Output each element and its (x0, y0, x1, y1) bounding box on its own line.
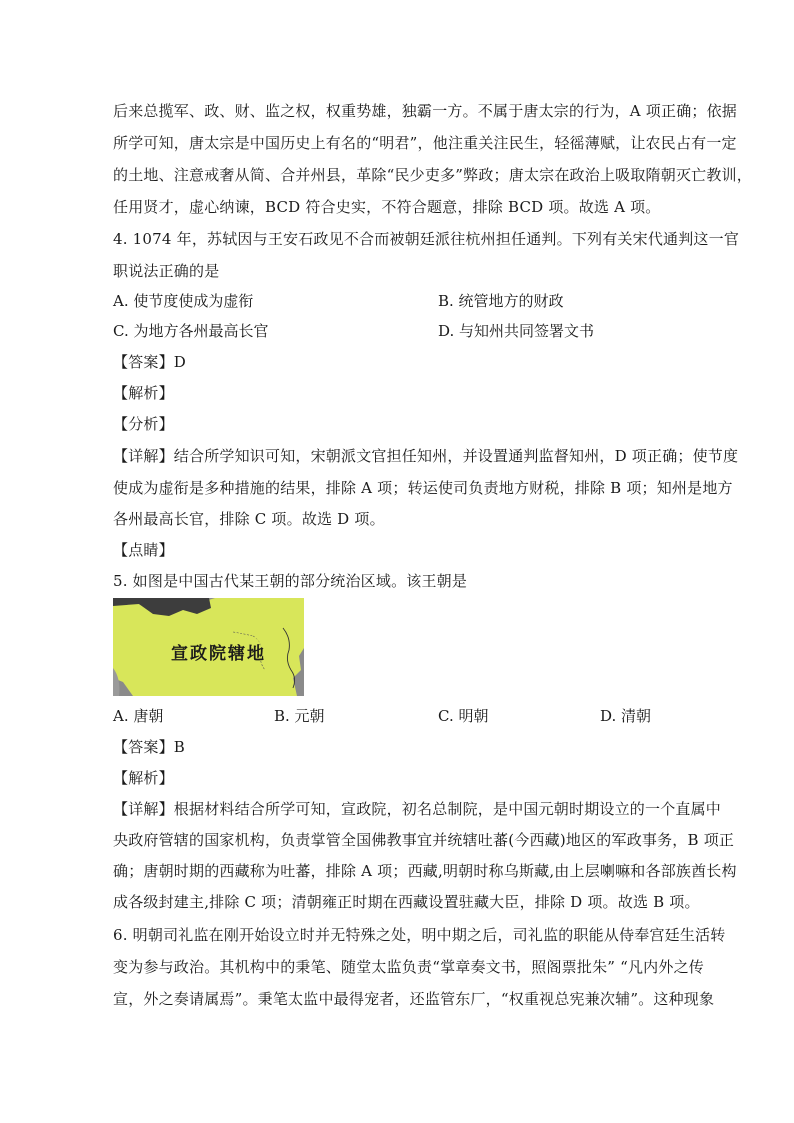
question-4-stem-cont: 职说法正确的是 (113, 262, 220, 280)
q4-fenxi-heading: 【分析】 (113, 415, 174, 433)
q5-detail-line: 央政府管辖的国家机构，负责掌管全国佛教事宜并统辖吐蕃(今西藏)地区的军政事务，B 项正 (113, 831, 735, 849)
question-6-stem: 宣，外之奏请属焉”。秉笔太监中最得宠者，还监管东厂，“权重视总宪兼次辅”。这种现象 (113, 990, 715, 1008)
question-4-stem: 4. 1074 年，苏轼因与王安石政见不合而被朝廷派往杭州担任通判。下列有关宋代通判这一官 (113, 230, 740, 248)
map-region-label: 宣政院辖地 (171, 644, 266, 664)
q4-option-d: D. 与知州共同签署文书 (438, 322, 595, 340)
q4-dianjing-heading: 【点睛】 (113, 541, 174, 559)
paragraph-line: 任用贤才，虚心纳谏，BCD 符合史实，不符合题意，排除 BCD 项。故选 A 项。 (113, 198, 661, 216)
question-5-stem: 5. 如图是中国古代某王朝的部分统治区域。该王朝是 (113, 572, 468, 590)
paragraph-line: 所学可知，唐太宗是中国历史上有名的“明君”，他注重关注民生，轻徭薄赋，让农民占有一定 (113, 134, 737, 152)
q5-analysis-heading: 【解析】 (113, 769, 174, 787)
q5-option-c: C. 明朝 (438, 707, 489, 725)
q4-detail-line: 各州最高长官，排除 C 项。故选 D 项。 (113, 510, 385, 528)
q5-detail-line: 成各级封建主,排除 C 项；清朝雍正时期在西藏设置驻藏大臣，排除 D 项。故选 B 项。 (113, 893, 700, 911)
q4-option-b: B. 统管地方的财政 (438, 292, 564, 310)
q5-answer: 【答案】B (113, 738, 186, 756)
paragraph-line: 后来总揽军、政、财、监之权，权重势雄，独霸一方。不属于唐太宗的行为，A 项正确；依据 (113, 102, 738, 120)
q5-detail-line: 【详解】根据材料结合所学可知，宣政院，初名总制院，是中国元朝时期设立的一个直属中 (113, 800, 722, 818)
q4-option-c: C. 为地方各州最高长官 (113, 322, 269, 340)
paragraph-line: 的土地、注意戒奢从简、合并州县，革除“民少吏多”弊政；唐太宗在政治上吸取隋朝灭亡教训， (113, 166, 752, 184)
question-6-stem: 变为参与政治。其机构中的秉笔、随堂太监负责“掌章奏文书，照阁票批朱” “凡内外之传 (113, 958, 704, 976)
q5-detail-line: 确；唐朝时期的西藏称为吐蕃，排除 A 项；西藏,明朝时称乌斯藏,由上层喇嘛和各部族酋长构 (113, 862, 737, 880)
xuanzhengyuan-map (113, 598, 304, 696)
q4-detail-line: 【详解】结合所学知识可知，宋朝派文官担任知州，并设置通判监督知州，D 项正确；使节度 (113, 447, 739, 465)
q4-detail-line: 使成为虚衔是多种措施的结果，排除 A 项；转运使司负责地方财税，排除 B 项；知州是地方 (113, 479, 733, 497)
q4-answer: 【答案】D (113, 353, 187, 371)
q5-option-d: D. 清朝 (600, 707, 652, 725)
q5-option-b: B. 元朝 (274, 707, 325, 725)
q4-option-a: A. 使节度使成为虚衔 (113, 292, 254, 310)
q4-analysis-heading: 【解析】 (113, 384, 174, 402)
q5-option-a: A. 唐朝 (113, 707, 164, 725)
question-6-stem: 6. 明朝司礼监在刚开始设立时并无特殊之处，明中期之后，司礼监的职能从侍奉宫廷生活转 (113, 926, 726, 944)
